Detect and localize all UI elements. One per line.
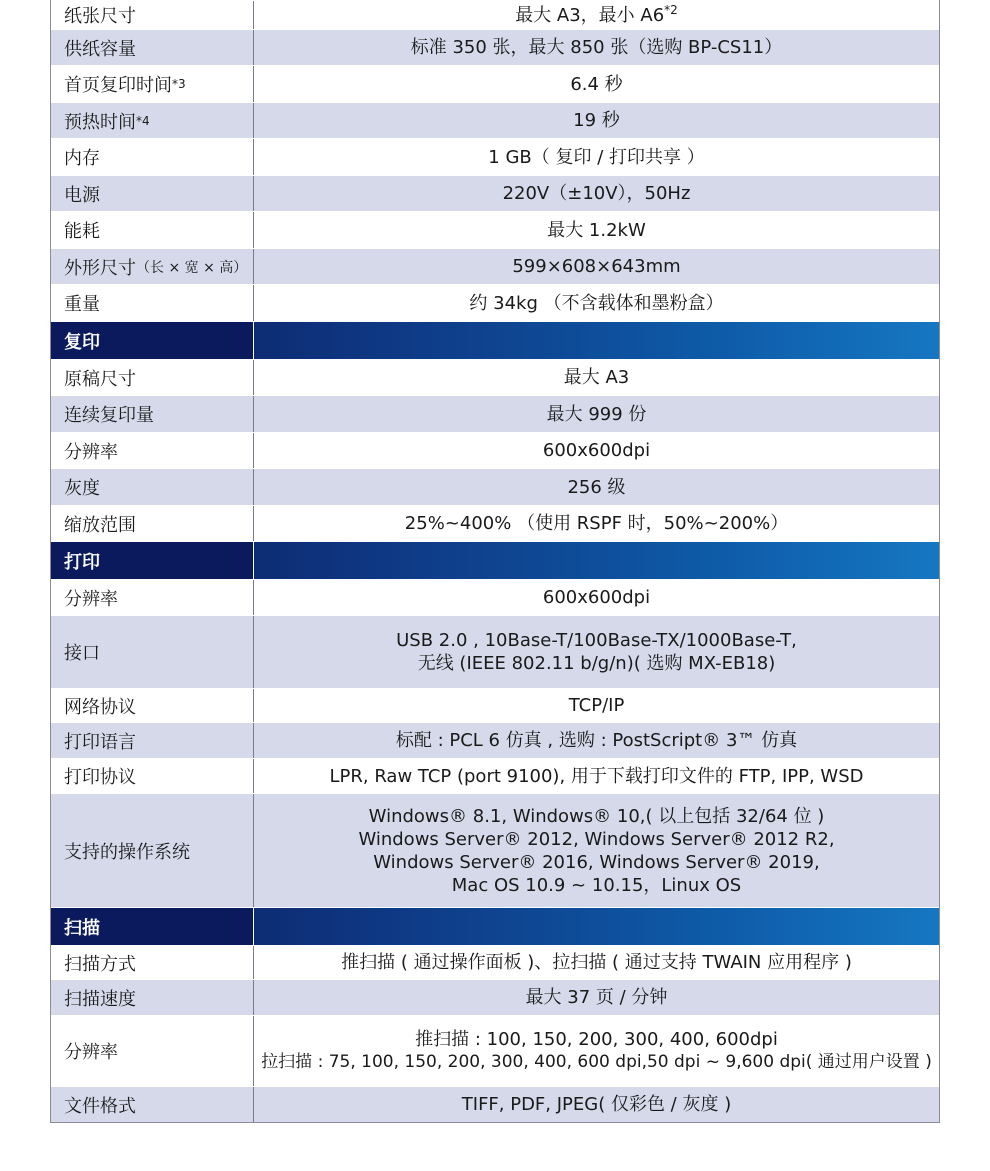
row-value: 25%~400% （使用 RSPF 时，50%~200%） <box>404 513 789 534</box>
table-row <box>51 65 939 102</box>
table-row <box>51 29 939 65</box>
row-value: 最大 A3，最小 A6$^{*2}$ <box>515 2 678 26</box>
row-label: 外形尺寸 （长 × 宽 × 高） <box>51 249 254 284</box>
table-row <box>51 945 939 979</box>
row-label: 接口 <box>51 616 254 688</box>
row-label: 原稿尺寸 <box>51 360 254 395</box>
table-row <box>51 688 939 722</box>
row-value: 256 级 <box>567 476 626 498</box>
row-label: 支持的操作系统 <box>51 794 254 907</box>
row-value: Windows® 8.1, Windows® 10,( 以上包括 32/64 位 ) Windows Server® 2012, Windows Server® 2012 R2, Windows Server® 2016, Windows Server® 2019, Mac OS 10.9 ~ 10.15，Linux OS <box>358 805 835 896</box>
section-header-copy <box>51 321 939 359</box>
row-value: 19 秒 <box>573 110 620 131</box>
row-value: 6.4 秒 <box>570 73 623 95</box>
row-label: 内存 <box>51 139 254 175</box>
table-row <box>51 793 939 907</box>
row-label: 连续复印量 <box>51 396 254 432</box>
row-label: 能耗 <box>51 212 254 248</box>
row-value: 标配 : PCL 6 仿真 , 选购 : PostScript® 3™ 仿真 <box>395 730 798 751</box>
row-value: 最大 999 份 <box>546 403 647 425</box>
row-value: 220V（±10V），50Hz <box>502 183 691 204</box>
table-row <box>51 758 939 793</box>
row-label: 扫描方式 <box>51 946 254 979</box>
table-row <box>51 175 939 211</box>
row-label: 分辨率 <box>51 433 254 468</box>
table-row <box>51 359 939 395</box>
row-label: 扫描速度 <box>51 980 254 1015</box>
row-label: 缩放范围 <box>51 506 254 541</box>
row-label: 供纸容量 <box>51 30 254 65</box>
table-row <box>51 248 939 284</box>
row-value: TIFF, PDF, JPEG( 仅彩色 / 灰度 ) <box>461 1094 732 1115</box>
row-value: 推扫描 : 100, 150, 200, 300, 400, 600dpi 拉扫描 : 75, 100, 150, 200, 300, 400, 600 dpi,50 dpi ~ 9,600 dpi( 通过用户设置 ) <box>261 1029 932 1072</box>
row-value: 最大 37 页 / 分钟 <box>525 987 668 1008</box>
row-label: 网络协议 <box>51 689 254 722</box>
table-row <box>51 102 939 138</box>
table-row <box>51 615 939 688</box>
table-row <box>51 284 939 321</box>
row-value: 1 GB（ 复印 / 打印共享 ） <box>488 146 705 168</box>
table-row <box>51 432 939 468</box>
row-value: 600x600dpi <box>542 587 651 608</box>
section-title: 打印 <box>51 542 254 579</box>
row-label: 分辨率 <box>51 580 254 615</box>
row-label: 重量 <box>51 285 254 321</box>
row-value: USB 2.0 , 10Base-T/100Base-TX/1000Base-T, 无线 (IEEE 802.11 b/g/n)( 选购 MX-EB18) <box>396 630 797 674</box>
row-label: 打印协议 <box>51 759 254 793</box>
row-label: 文件格式 <box>51 1087 254 1122</box>
table-row <box>51 979 939 1015</box>
table-row <box>51 505 939 541</box>
table-row <box>51 0 939 29</box>
table-row <box>51 1086 939 1122</box>
row-value: 599×608×643mm <box>512 256 681 277</box>
row-value: 最大 1.2kW <box>547 219 646 241</box>
section-title: 扫描 <box>51 908 254 945</box>
row-value: 推扫描 ( 通过操作面板 )、拉扫描 ( 通过支持 TWAIN 应用程序 ) <box>341 952 852 973</box>
row-value: LPR, Raw TCP (port 9100), 用于下载打印文件的 FTP, IPP, WSD <box>329 765 864 787</box>
table-row <box>51 1015 939 1086</box>
section-header-print <box>51 541 939 579</box>
spec-table <box>50 0 940 1123</box>
row-value: 600x600dpi <box>542 440 651 461</box>
row-label: 电源 <box>51 176 254 211</box>
row-value: 最大 A3 <box>563 367 630 388</box>
table-row <box>51 138 939 175</box>
row-label: 纸张尺寸 <box>51 1 254 29</box>
table-row <box>51 722 939 758</box>
section-header-scan <box>51 907 939 945</box>
row-value: TCP/IP <box>568 695 625 716</box>
row-label: 分辨率 <box>51 1016 254 1086</box>
row-value: 标准 350 张，最大 850 张（选购 BP-CS11） <box>410 37 783 58</box>
row-label: 预热时间 *4 <box>51 103 254 138</box>
section-title: 复印 <box>51 322 254 359</box>
row-label: 首页复印时间 *3 <box>51 66 254 102</box>
row-value: 约 34kg （不含载体和墨粉盒） <box>469 292 724 314</box>
table-row <box>51 468 939 505</box>
table-row <box>51 211 939 248</box>
row-label: 灰度 <box>51 469 254 505</box>
table-row <box>51 579 939 615</box>
table-row <box>51 395 939 432</box>
row-label: 打印语言 <box>51 723 254 758</box>
